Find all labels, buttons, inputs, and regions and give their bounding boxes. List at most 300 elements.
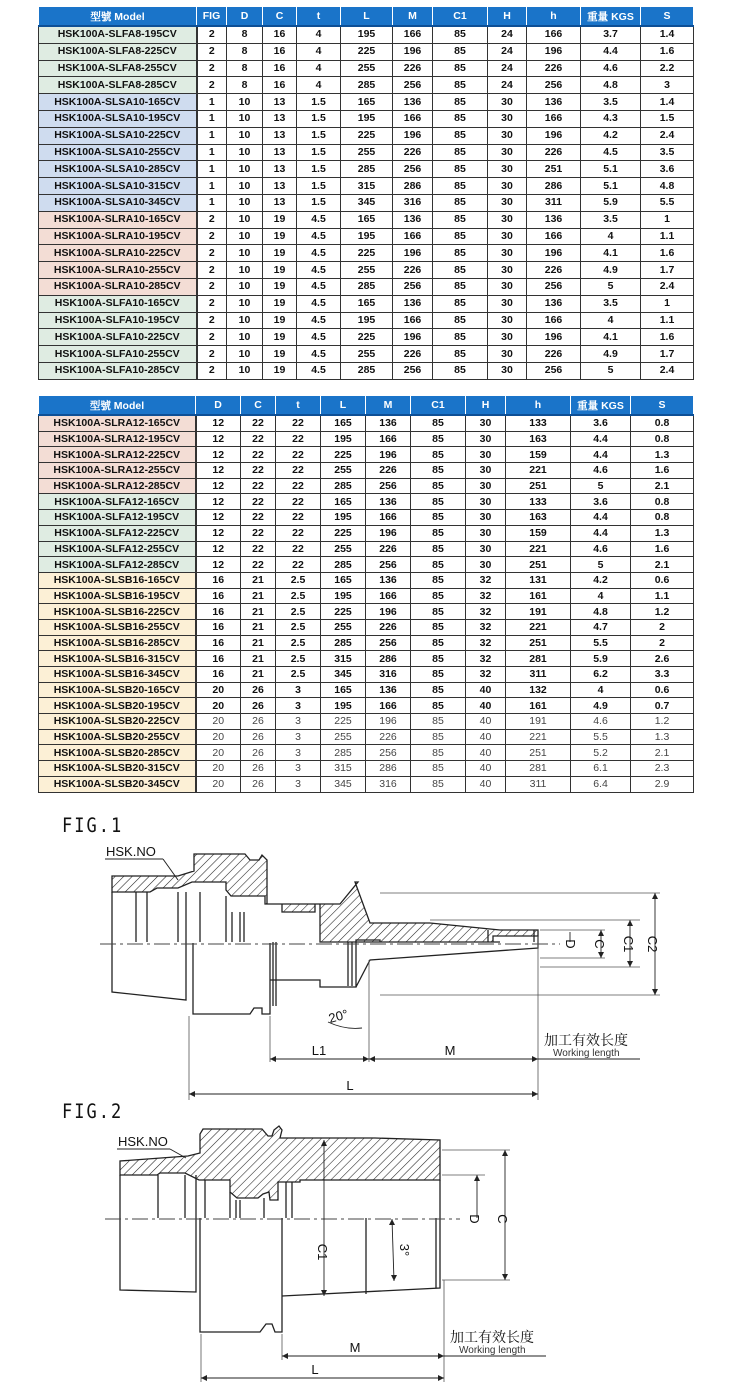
value-cell: 285 bbox=[321, 557, 366, 573]
model-cell: HSK100A-SLSA10-285CV bbox=[39, 161, 197, 178]
fig1-angle-label: 20° bbox=[326, 1006, 350, 1026]
value-cell: 10 bbox=[227, 161, 263, 178]
value-cell: 159 bbox=[506, 525, 571, 541]
value-cell: 85 bbox=[433, 43, 488, 60]
value-cell: 4 bbox=[571, 682, 631, 698]
value-cell: 85 bbox=[433, 127, 488, 144]
value-cell: 12 bbox=[196, 463, 241, 479]
value-cell: 255 bbox=[321, 463, 366, 479]
model-cell: HSK100A-SLFA8-195CV bbox=[39, 26, 197, 43]
value-cell: 165 bbox=[321, 682, 366, 698]
value-cell: 85 bbox=[411, 698, 466, 714]
value-cell: 12 bbox=[196, 525, 241, 541]
spec-table-2 bbox=[38, 395, 694, 793]
value-cell: 3.5 bbox=[641, 144, 694, 161]
value-cell: 1.5 bbox=[297, 194, 341, 211]
value-cell: 2.6 bbox=[631, 651, 694, 667]
table-row bbox=[39, 761, 694, 777]
column-header: S bbox=[641, 7, 694, 27]
value-cell: 221 bbox=[506, 463, 571, 479]
value-cell: 345 bbox=[321, 776, 366, 792]
value-cell: 85 bbox=[411, 557, 466, 573]
value-cell: 30 bbox=[488, 211, 527, 228]
value-cell: 166 bbox=[393, 228, 433, 245]
fig1-drawing bbox=[0, 830, 731, 1100]
value-cell: 22 bbox=[276, 525, 321, 541]
value-cell: 32 bbox=[466, 572, 506, 588]
table-row bbox=[39, 745, 694, 761]
value-cell: 196 bbox=[366, 447, 411, 463]
value-cell: 0.7 bbox=[631, 698, 694, 714]
table-row bbox=[39, 60, 694, 77]
value-cell: 159 bbox=[506, 447, 571, 463]
value-cell: 195 bbox=[321, 698, 366, 714]
value-cell: 4.5 bbox=[297, 312, 341, 329]
value-cell: 85 bbox=[433, 362, 488, 379]
value-cell: 8 bbox=[227, 60, 263, 77]
value-cell: 1 bbox=[641, 295, 694, 312]
value-cell: 85 bbox=[433, 194, 488, 211]
model-cell: HSK100A-SLFA12-285CV bbox=[39, 557, 196, 573]
value-cell: 22 bbox=[241, 415, 276, 431]
column-header: C1 bbox=[433, 7, 488, 27]
value-cell: 286 bbox=[527, 178, 581, 195]
value-cell: 226 bbox=[527, 346, 581, 363]
column-header: D bbox=[227, 7, 263, 27]
column-header: L bbox=[321, 396, 366, 416]
value-cell: 10 bbox=[227, 346, 263, 363]
value-cell: 85 bbox=[411, 447, 466, 463]
value-cell: 311 bbox=[506, 667, 571, 683]
value-cell: 2.2 bbox=[641, 60, 694, 77]
value-cell: 2 bbox=[197, 278, 227, 295]
value-cell: 4.4 bbox=[581, 43, 641, 60]
value-cell: 1.2 bbox=[631, 604, 694, 620]
model-cell: HSK100A-SLFA8-255CV bbox=[39, 60, 197, 77]
table-row bbox=[39, 698, 694, 714]
value-cell: 166 bbox=[366, 698, 411, 714]
value-cell: 1.1 bbox=[641, 228, 694, 245]
table-row bbox=[39, 362, 694, 379]
table-row bbox=[39, 682, 694, 698]
value-cell: 85 bbox=[411, 667, 466, 683]
value-cell: 2 bbox=[197, 346, 227, 363]
value-cell: 1.4 bbox=[641, 26, 694, 43]
value-cell: 5.2 bbox=[571, 745, 631, 761]
value-cell: 196 bbox=[366, 525, 411, 541]
value-cell: 10 bbox=[227, 127, 263, 144]
value-cell: 165 bbox=[341, 295, 393, 312]
model-cell: HSK100A-SLFA10-285CV bbox=[39, 362, 197, 379]
value-cell: 255 bbox=[341, 346, 393, 363]
fig2-drawing bbox=[0, 1120, 731, 1385]
value-cell: 2.1 bbox=[631, 745, 694, 761]
value-cell: 4.9 bbox=[581, 262, 641, 279]
value-cell: 165 bbox=[321, 572, 366, 588]
value-cell: 8 bbox=[227, 26, 263, 43]
value-cell: 285 bbox=[341, 77, 393, 94]
value-cell: 30 bbox=[488, 127, 527, 144]
model-cell: HSK100A-SLSB16-345CV bbox=[39, 667, 196, 683]
value-cell: 166 bbox=[366, 510, 411, 526]
column-header: 重量 KGS bbox=[571, 396, 631, 416]
value-cell: 30 bbox=[488, 94, 527, 111]
model-cell: HSK100A-SLSA10-255CV bbox=[39, 144, 197, 161]
value-cell: 2.5 bbox=[276, 651, 321, 667]
value-cell: 281 bbox=[506, 651, 571, 667]
value-cell: 1.5 bbox=[297, 144, 341, 161]
value-cell: 32 bbox=[466, 651, 506, 667]
value-cell: 26 bbox=[241, 761, 276, 777]
value-cell: 286 bbox=[393, 178, 433, 195]
value-cell: 163 bbox=[506, 431, 571, 447]
fig1-hsk-label: HSK.NO bbox=[106, 844, 156, 859]
value-cell: 2.5 bbox=[276, 635, 321, 651]
value-cell: 40 bbox=[466, 698, 506, 714]
value-cell: 1.3 bbox=[631, 525, 694, 541]
value-cell: 85 bbox=[411, 776, 466, 792]
table-row bbox=[39, 43, 694, 60]
value-cell: 5 bbox=[581, 278, 641, 295]
value-cell: 13 bbox=[263, 127, 297, 144]
value-cell: 3 bbox=[276, 698, 321, 714]
model-cell: HSK100A-SLRA10-195CV bbox=[39, 228, 197, 245]
value-cell: 226 bbox=[393, 346, 433, 363]
value-cell: 4.8 bbox=[571, 604, 631, 620]
value-cell: 13 bbox=[263, 178, 297, 195]
fig2-c-label: C bbox=[495, 1214, 510, 1224]
table-row bbox=[39, 541, 694, 557]
value-cell: 21 bbox=[241, 588, 276, 604]
value-cell: 5 bbox=[571, 557, 631, 573]
value-cell: 133 bbox=[506, 494, 571, 510]
fig1-c2-label: C2 bbox=[645, 935, 660, 953]
value-cell: 32 bbox=[466, 604, 506, 620]
value-cell: 22 bbox=[241, 557, 276, 573]
value-cell: 2 bbox=[197, 295, 227, 312]
value-cell: 12 bbox=[196, 494, 241, 510]
value-cell: 16 bbox=[263, 60, 297, 77]
value-cell: 2 bbox=[631, 619, 694, 635]
fig1-c-label: C bbox=[592, 939, 607, 949]
value-cell: 19 bbox=[263, 312, 297, 329]
value-cell: 255 bbox=[321, 619, 366, 635]
value-cell: 195 bbox=[341, 26, 393, 43]
value-cell: 5.9 bbox=[571, 651, 631, 667]
value-cell: 22 bbox=[241, 463, 276, 479]
value-cell: 20 bbox=[196, 714, 241, 730]
fig2-working-length-cn: 加工有效长度 bbox=[450, 1330, 534, 1346]
value-cell: 316 bbox=[366, 667, 411, 683]
value-cell: 16 bbox=[263, 26, 297, 43]
value-cell: 12 bbox=[196, 478, 241, 494]
value-cell: 165 bbox=[341, 94, 393, 111]
value-cell: 165 bbox=[321, 415, 366, 431]
value-cell: 30 bbox=[488, 194, 527, 211]
model-cell: HSK100A-SLRA12-285CV bbox=[39, 478, 196, 494]
value-cell: 256 bbox=[393, 278, 433, 295]
value-cell: 85 bbox=[411, 510, 466, 526]
value-cell: 5.1 bbox=[581, 178, 641, 195]
value-cell: 2 bbox=[197, 26, 227, 43]
value-cell: 136 bbox=[527, 295, 581, 312]
value-cell: 4.5 bbox=[297, 346, 341, 363]
value-cell: 5 bbox=[581, 362, 641, 379]
value-cell: 19 bbox=[263, 295, 297, 312]
value-cell: 21 bbox=[241, 572, 276, 588]
value-cell: 3 bbox=[276, 682, 321, 698]
value-cell: 166 bbox=[393, 110, 433, 127]
value-cell: 2 bbox=[197, 211, 227, 228]
column-header: H bbox=[488, 7, 527, 27]
value-cell: 30 bbox=[488, 278, 527, 295]
value-cell: 196 bbox=[393, 43, 433, 60]
value-cell: 20 bbox=[196, 776, 241, 792]
fig2-flange bbox=[200, 1218, 282, 1332]
value-cell: 315 bbox=[321, 651, 366, 667]
model-cell: HSK100A-SLFA10-165CV bbox=[39, 295, 197, 312]
value-cell: 20 bbox=[196, 745, 241, 761]
value-cell: 226 bbox=[393, 144, 433, 161]
table-row bbox=[39, 463, 694, 479]
value-cell: 285 bbox=[321, 745, 366, 761]
fig2-title: FIG.2 bbox=[62, 1100, 124, 1124]
value-cell: 2.1 bbox=[631, 557, 694, 573]
value-cell: 85 bbox=[411, 635, 466, 651]
value-cell: 195 bbox=[321, 431, 366, 447]
value-cell: 13 bbox=[263, 94, 297, 111]
table-row bbox=[39, 588, 694, 604]
value-cell: 255 bbox=[341, 262, 393, 279]
fig2-working-length-en: Working length bbox=[459, 1345, 526, 1356]
value-cell: 5.1 bbox=[581, 161, 641, 178]
column-header: H bbox=[466, 396, 506, 416]
value-cell: 255 bbox=[321, 541, 366, 557]
value-cell: 131 bbox=[506, 572, 571, 588]
value-cell: 1.5 bbox=[297, 161, 341, 178]
value-cell: 195 bbox=[321, 588, 366, 604]
table-row bbox=[39, 431, 694, 447]
value-cell: 1.7 bbox=[641, 346, 694, 363]
value-cell: 0.8 bbox=[631, 510, 694, 526]
value-cell: 85 bbox=[433, 26, 488, 43]
fig1-l1-label: L1 bbox=[311, 1043, 327, 1058]
value-cell: 316 bbox=[366, 776, 411, 792]
value-cell: 345 bbox=[321, 667, 366, 683]
value-cell: 286 bbox=[366, 761, 411, 777]
value-cell: 30 bbox=[466, 541, 506, 557]
value-cell: 2 bbox=[197, 262, 227, 279]
value-cell: 1.1 bbox=[631, 588, 694, 604]
value-cell: 196 bbox=[527, 127, 581, 144]
table-row bbox=[39, 572, 694, 588]
value-cell: 221 bbox=[506, 541, 571, 557]
value-cell: 85 bbox=[411, 761, 466, 777]
value-cell: 165 bbox=[321, 494, 366, 510]
value-cell: 26 bbox=[241, 714, 276, 730]
value-cell: 1 bbox=[641, 211, 694, 228]
value-cell: 30 bbox=[488, 346, 527, 363]
value-cell: 196 bbox=[527, 329, 581, 346]
model-cell: HSK100A-SLRA12-165CV bbox=[39, 415, 196, 431]
value-cell: 2 bbox=[197, 43, 227, 60]
value-cell: 4 bbox=[571, 588, 631, 604]
value-cell: 20 bbox=[196, 698, 241, 714]
value-cell: 256 bbox=[527, 362, 581, 379]
value-cell: 4.5 bbox=[297, 228, 341, 245]
table-row bbox=[39, 178, 694, 195]
model-cell: HSK100A-SLFA12-255CV bbox=[39, 541, 196, 557]
value-cell: 226 bbox=[393, 60, 433, 77]
value-cell: 256 bbox=[366, 745, 411, 761]
value-cell: 4.5 bbox=[581, 144, 641, 161]
model-cell: HSK100A-SLFA10-195CV bbox=[39, 312, 197, 329]
value-cell: 286 bbox=[366, 651, 411, 667]
value-cell: 225 bbox=[321, 447, 366, 463]
value-cell: 221 bbox=[506, 619, 571, 635]
table-row bbox=[39, 346, 694, 363]
model-cell: HSK100A-SLRA10-255CV bbox=[39, 262, 197, 279]
table-row bbox=[39, 161, 694, 178]
value-cell: 1.4 bbox=[641, 94, 694, 111]
value-cell: 30 bbox=[488, 262, 527, 279]
value-cell: 2.5 bbox=[276, 619, 321, 635]
value-cell: 19 bbox=[263, 211, 297, 228]
table-row bbox=[39, 714, 694, 730]
value-cell: 16 bbox=[196, 572, 241, 588]
value-cell: 30 bbox=[466, 447, 506, 463]
value-cell: 4.4 bbox=[571, 447, 631, 463]
value-cell: 1.5 bbox=[297, 110, 341, 127]
fig2-l-label: L bbox=[311, 1362, 319, 1377]
value-cell: 4.6 bbox=[571, 541, 631, 557]
value-cell: 40 bbox=[466, 776, 506, 792]
table-row bbox=[39, 635, 694, 651]
value-cell: 24 bbox=[488, 43, 527, 60]
value-cell: 166 bbox=[393, 26, 433, 43]
value-cell: 345 bbox=[341, 194, 393, 211]
model-cell: HSK100A-SLSA10-165CV bbox=[39, 94, 197, 111]
value-cell: 85 bbox=[411, 494, 466, 510]
value-cell: 22 bbox=[276, 447, 321, 463]
value-cell: 85 bbox=[433, 60, 488, 77]
value-cell: 19 bbox=[263, 346, 297, 363]
value-cell: 226 bbox=[366, 463, 411, 479]
value-cell: 4 bbox=[297, 77, 341, 94]
value-cell: 2 bbox=[197, 77, 227, 94]
value-cell: 24 bbox=[488, 60, 527, 77]
value-cell: 5 bbox=[571, 478, 631, 494]
value-cell: 1.5 bbox=[297, 127, 341, 144]
value-cell: 2 bbox=[197, 245, 227, 262]
value-cell: 22 bbox=[241, 494, 276, 510]
value-cell: 85 bbox=[411, 729, 466, 745]
value-cell: 2 bbox=[197, 329, 227, 346]
model-cell: HSK100A-SLRA10-285CV bbox=[39, 278, 197, 295]
value-cell: 165 bbox=[341, 211, 393, 228]
value-cell: 1.2 bbox=[631, 714, 694, 730]
value-cell: 1.6 bbox=[641, 245, 694, 262]
value-cell: 4.9 bbox=[581, 346, 641, 363]
table-row bbox=[39, 228, 694, 245]
table-header-row bbox=[39, 7, 694, 27]
value-cell: 12 bbox=[196, 447, 241, 463]
value-cell: 3 bbox=[276, 714, 321, 730]
value-cell: 285 bbox=[341, 362, 393, 379]
value-cell: 85 bbox=[433, 211, 488, 228]
value-cell: 0.6 bbox=[631, 572, 694, 588]
value-cell: 255 bbox=[341, 60, 393, 77]
value-cell: 10 bbox=[227, 262, 263, 279]
value-cell: 256 bbox=[366, 557, 411, 573]
value-cell: 281 bbox=[506, 761, 571, 777]
value-cell: 85 bbox=[433, 94, 488, 111]
value-cell: 21 bbox=[241, 651, 276, 667]
table-row bbox=[39, 510, 694, 526]
fig2-c1-label: C1 bbox=[315, 1243, 330, 1261]
value-cell: 40 bbox=[466, 682, 506, 698]
value-cell: 136 bbox=[393, 295, 433, 312]
value-cell: 136 bbox=[366, 494, 411, 510]
value-cell: 2.9 bbox=[631, 776, 694, 792]
value-cell: 5.5 bbox=[571, 729, 631, 745]
value-cell: 196 bbox=[366, 604, 411, 620]
value-cell: 85 bbox=[433, 228, 488, 245]
value-cell: 16 bbox=[263, 77, 297, 94]
table-row bbox=[39, 478, 694, 494]
model-cell: HSK100A-SLSB16-195CV bbox=[39, 588, 196, 604]
table-row bbox=[39, 94, 694, 111]
value-cell: 85 bbox=[433, 161, 488, 178]
fig2-m-label: M bbox=[349, 1340, 361, 1355]
value-cell: 1.1 bbox=[641, 312, 694, 329]
value-cell: 22 bbox=[241, 541, 276, 557]
column-header: h bbox=[527, 7, 581, 27]
value-cell: 30 bbox=[488, 362, 527, 379]
model-cell: HSK100A-SLRA12-195CV bbox=[39, 431, 196, 447]
value-cell: 196 bbox=[393, 127, 433, 144]
column-header: S bbox=[631, 396, 694, 416]
fig1-m-label: M bbox=[444, 1043, 456, 1058]
value-cell: 1.6 bbox=[631, 463, 694, 479]
value-cell: 4.5 bbox=[297, 295, 341, 312]
value-cell: 2 bbox=[197, 312, 227, 329]
value-cell: 4.6 bbox=[581, 60, 641, 77]
value-cell: 225 bbox=[341, 127, 393, 144]
value-cell: 30 bbox=[466, 494, 506, 510]
value-cell: 166 bbox=[393, 312, 433, 329]
model-cell: HSK100A-SLSA10-345CV bbox=[39, 194, 197, 211]
model-cell: HSK100A-SLSB20-225CV bbox=[39, 714, 196, 730]
value-cell: 2 bbox=[197, 60, 227, 77]
table-row bbox=[39, 776, 694, 792]
value-cell: 10 bbox=[227, 94, 263, 111]
fig1-working-length-cn: 加工有效长度 bbox=[544, 1033, 628, 1049]
value-cell: 166 bbox=[527, 228, 581, 245]
value-cell: 22 bbox=[241, 431, 276, 447]
value-cell: 166 bbox=[527, 26, 581, 43]
value-cell: 16 bbox=[196, 651, 241, 667]
value-cell: 10 bbox=[227, 144, 263, 161]
value-cell: 21 bbox=[241, 667, 276, 683]
value-cell: 22 bbox=[276, 463, 321, 479]
table-row bbox=[39, 525, 694, 541]
value-cell: 1.3 bbox=[631, 729, 694, 745]
value-cell: 10 bbox=[227, 245, 263, 262]
value-cell: 19 bbox=[263, 329, 297, 346]
value-cell: 1 bbox=[197, 110, 227, 127]
value-cell: 30 bbox=[466, 510, 506, 526]
